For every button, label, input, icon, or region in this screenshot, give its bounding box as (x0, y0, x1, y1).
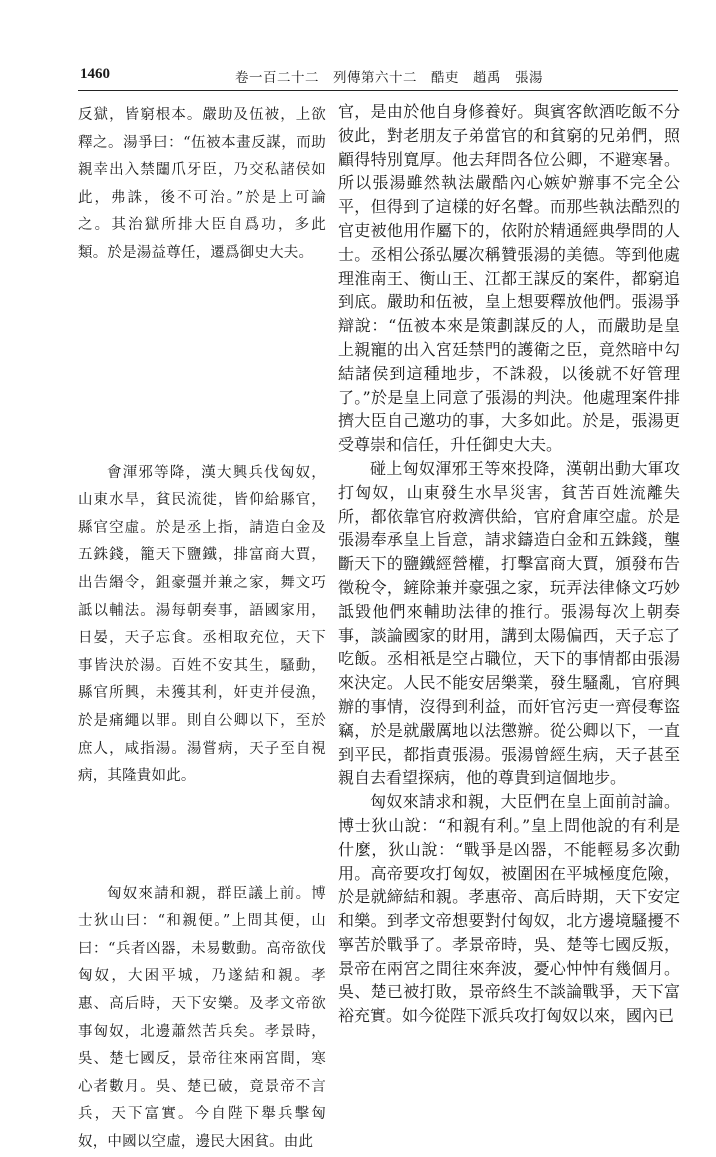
paragraph-gap (78, 268, 326, 460)
page-header (80, 66, 676, 88)
paragraph-gap (78, 791, 326, 881)
running-title: 卷一百二十二 列傳第六十二 酷吏 趙禹 張湯 (235, 70, 543, 86)
header-rule (78, 90, 678, 91)
page-number: 1460 (80, 66, 110, 82)
translation-paragraph-1: 官，是由於他自身修養好。與賓客飲酒吃飯不分彼此，對老朋友子弟當官的和貧窮的兄弟們，照顧得特別寬厚。他去拜問各位公卿，不避寒暑。所以張湯雖然執法嚴酷內心嫉妒辦事不完全公平，但得到了這樣的好名聲。而那些執法酷烈的官吏被他用作屬下的，依附於精通經典學問的人士。丞相公孫弘屢次稱贊張湯的美德。等到他處理淮南王、衡山王、江都王謀反的案件，都窮追到底。嚴助和伍被，皇上想要釋放他們。張湯爭辯說：“伍被本來是策劃謀反的人，而嚴助是皇上親寵的出入宮廷禁門的護衛之臣，竟然暗中勾結諸侯到這種地步，不誅殺，以後就不好管理了。”於是皇上同意了張湯的判決。他處理案件排擠大臣自己邀功的事，大多如此。於是，張湯更受尊崇和信任，升任御史大夫。 (338, 102, 680, 455)
translation-paragraph-3: 匈奴來請求和親，大臣們在皇上面前討論。博士狄山說：“和親有利。”皇上問他說的有利是什麼，狄山說：“戰爭是凶器，不能輕易多次動用。高帝要攻打匈奴，被圍困在平城極度危險，於是就締結和親。孝惠帝、高后時期，天下安定和樂。到孝文帝想要對付匈奴，北方邊境騷擾不寧苦於戰爭了。孝景帝時，吳、楚等七國反叛，景帝在兩宮之間往來奔波，憂心忡忡有幾個月。吳、楚已被打敗，景帝終生不談論戰爭，天下富裕充實。如今從陛下派兵攻打匈奴以來，國內已 (338, 792, 680, 1026)
classical-text-column (78, 102, 326, 1157)
classical-paragraph-2: 會渾邪等降，漢大興兵伐匈奴，山東水旱，貧民流徙，皆仰給縣官，縣官空虛。於是丞上指，請造白金及五銖錢，籠天下鹽鐵，排富商大賈，出告緡令，鉏豪彊并兼之家，舞文巧詆以輔法。湯每朝奏事，語國家用，日晏，天子忘食。丞相取充位，天下事皆決於湯。百姓不安其生，騷動，縣官所興，未獲其利，奸吏并侵漁，於是痛繩以罪。則自公卿以下，至於庶人，咸指湯。湯嘗病，天子至自視病，其隆貴如此。 (78, 464, 326, 785)
translation-text-column (338, 100, 680, 1028)
classical-paragraph-3: 匈奴來請和親，群臣議上前。博士狄山曰：“和親便。”上問其便，山曰：“兵者凶器，未易數動。高帝欲伐匈奴，大困平城，乃遂結和親。孝惠、高后時，天下安樂。及孝文帝欲事匈奴，北邊蕭然苦兵矣。孝景時，吳、楚七國反，景帝往來兩宮間，寒心者數月。吳、楚已破，竟景帝不言兵，天下富實。今自陛下舉兵擊匈奴，中國以空虛，邊民大困貧。由此 (78, 885, 326, 1151)
translation-paragraph-2: 碰上匈奴渾邪王等來投降，漢朝出動大軍攻打匈奴，山東發生水旱災害，貧苦百姓流離失所，都依靠官府救濟供給，官府倉庫空虛。於是張湯奉承皇上旨意，請求鑄造白金和五銖錢，壟斷天下的鹽鐵經營權，打擊富商大賈，頒發布告徵稅令，鏟除兼并豪强之家，玩弄法律條文巧妙詆毀他們來輔助法律的推行。張湯每次上朝奏事，談論國家的財用，講到太陽偏西，天子忘了吃飯。丞相衹是空占職位，天下的事情都由張湯來決定。人民不能安居樂業，發生騷亂，官府興辦的事情，沒得到利益，而奸官污吏一齊侵奪盜竊，於是就嚴厲地以法懲辦。從公卿以下，一直到平民，都指責張湯。張湯曾經生病，天子甚至親自去看望探病，他的尊貴到這個地步。 (338, 458, 680, 788)
classical-paragraph-1: 反獄，皆窮根本。嚴助及伍被，上欲釋之。湯爭曰：“伍被本畫反謀，而助親幸出入禁闥爪牙臣，乃交私諸侯如此，弗誅，後不可治。”於是上可論之。其治獄所排大臣自爲功，多此類。於是湯益尊任，遷爲御史大夫。 (78, 107, 326, 261)
